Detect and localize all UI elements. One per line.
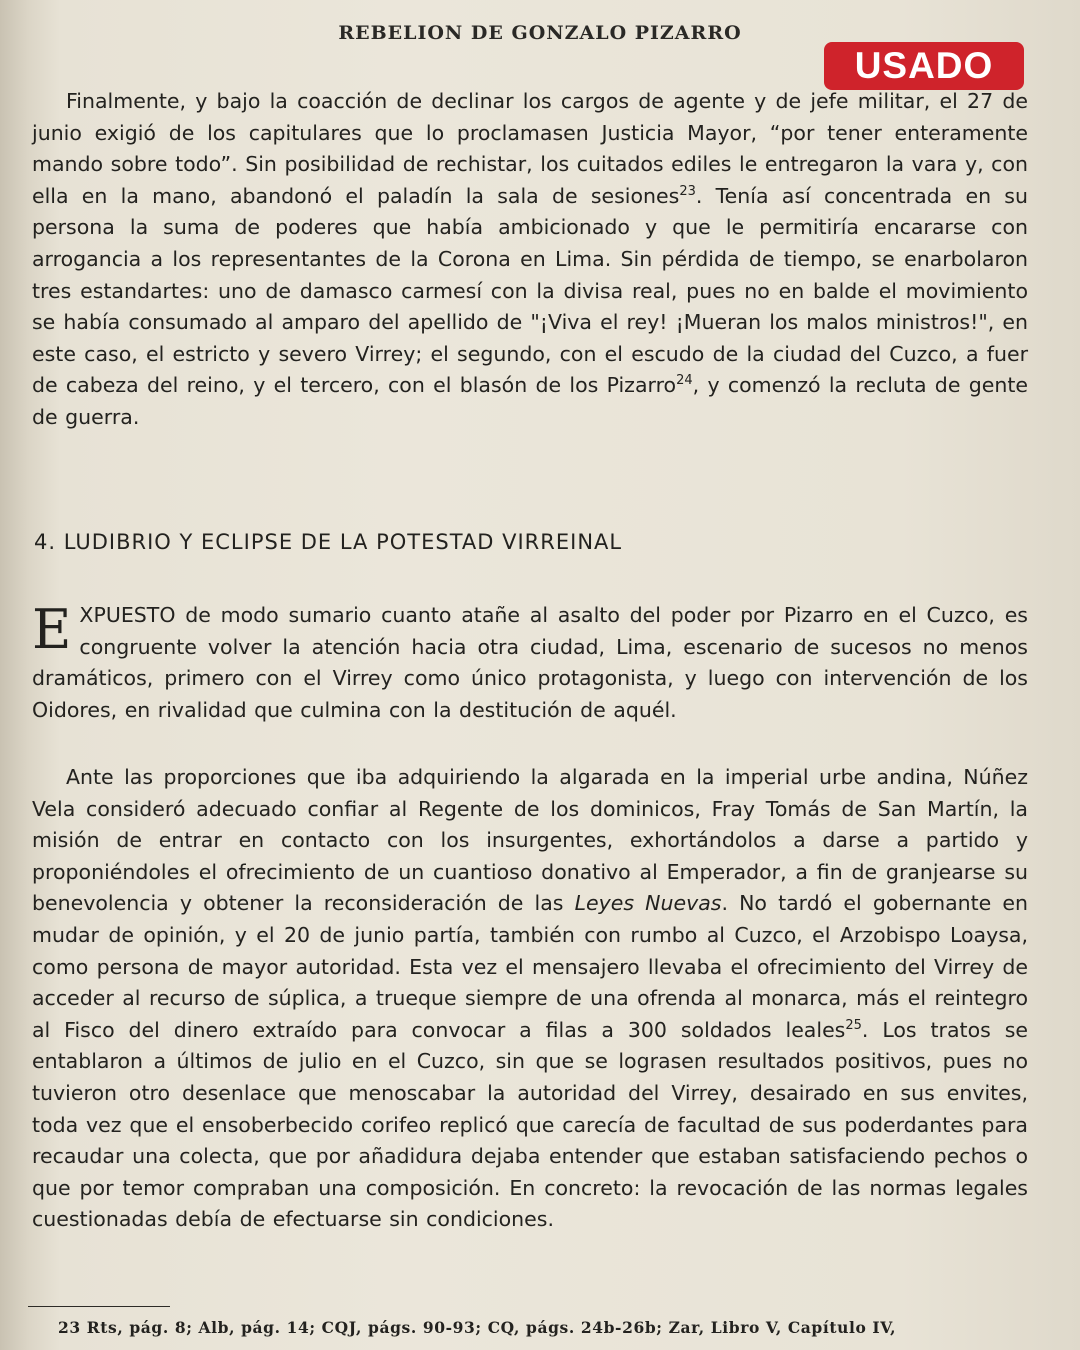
paragraph-1 [32,86,1028,434]
footnote-ref-23: 23 [679,183,696,199]
paragraph-3-text-b: . No tardó el gobernante en mudar de opinión, y el 20 de junio partía, también con rumbo al Cuzco, el Arzobispo Loaysa, como persona de mayor autoridad. Esta vez el mensajero llevaba el ofrecimiento del Virrey de acceder al recurso de súplica, a trueque siempre de una ofrenda al monarca, más el reintegro al Fisco del dinero extraído para convocar a filas a 300 soldados leales [32,891,1028,1042]
footnote-ref-24: 24 [676,373,693,389]
paragraph-2 [32,600,1028,726]
paragraph-2-lead: XPUESTO [79,603,176,627]
footnote-ref-25: 25 [845,1017,862,1033]
paragraph-3-text-a: Ante las proporciones que iba adquiriendo la algarada en la imperial urbe andina, Núñez Vela consideró adecuado confiar al Regente de los dominicos, Fray Tomás de San Martín, la misión de entrar en contacto con los insurgentes, exhortándolos a darse a partido y proponiéndoles el ofrecimiento de un cuantioso donativo al Emperador, a fin de granjearse su benevolencia y obtener la reconsideración de las [32,765,1028,916]
paragraph-3-text-c: . Los tratos se entablaron a últimos de julio en el Cuzco, sin que se lograsen resultados positivos, pues no tuvieron otro desenlace que menoscabar la autoridad del Virrey, desairado en sus envites, toda vez que el ensoberbecido corifeo replicó que carecía de facultad de sus poderdantes para recaudar una colecta, que por añadidura dejaba entender que estaban satisfaciendo pechos o que por temor compraban una composición. En concreto: la revocación de las normas legales cuestionadas debía de efectuarse sin condiciones. [32,1017,1028,1232]
footnote-divider [28,1306,170,1307]
paragraph-3-italic: Leyes Nuevas [574,891,722,916]
section-heading: 4. LUDIBRIO Y ECLIPSE DE LA POTESTAD VIRREINAL [34,530,623,554]
footnote-23: 23 Rts, pág. 8; Alb, pág. 14; CQJ, págs. 90-93; CQ, págs. 24b-26b; Zar, Libro V, Capítulo IV, [58,1318,897,1337]
paragraph-1-text: Finalmente, y bajo la coacción de declinar los cargos de agente y de jefe militar, el 27 de junio exigió de los capitulares que lo proclamasen Justicia Mayor, “por tener enteramente mando sobre todo”. Sin posibilidad de rechistar, los cuitados ediles le entregaron la vara y, con ella en la mano, abandonó el paladín la sala de sesiones [32,89,1028,208]
used-badge: USADO [824,42,1024,90]
drop-cap: E [32,598,72,661]
running-header: REBELION DE GONZALO PIZARRO [338,22,742,44]
paragraph-1-text-c: , y comenzó la recluta de gente de guerra. [32,373,1028,429]
paragraph-3 [32,762,1028,1236]
paragraph-1-text-b: . Tenía así concentrada en su persona la suma de poderes que había ambicionado y que le permitiría encararse con arrogancia a los representantes de la Corona en Lima. Sin pérdida de tiempo, se enarbolaron tres estandartes: uno de damasco carmesí con la divisa real, pues no en balde el movimiento se había consumado al amparo del apellido de "¡Viva el rey! ¡Mueran los malos ministros!", en este caso, el estricto y severo Virrey; el segundo, con el escudo de la ciudad del Cuzco, a fuer de cabeza del reino, y el tercero, con el blasón de los Pizarro [32,183,1028,398]
paragraph-2-text: de modo sumario cuanto atañe al asalto del poder por Pizarro en el Cuzco, es congruente volver la atención hacia otra ciudad, Lima, escenario de sucesos no menos dramáticos, primero con el Virrey como único protagonista, y luego con intervención de los Oidores, en rivalidad que culmina con la destitución de aquél. [32,603,1028,722]
